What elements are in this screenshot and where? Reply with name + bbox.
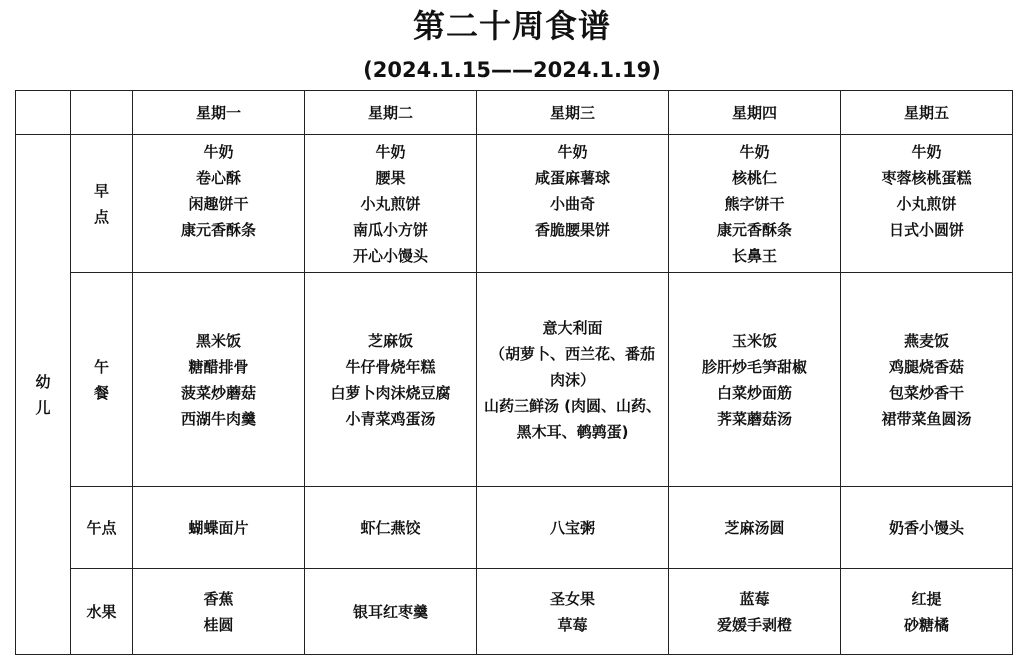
menu-item: 牛奶 [911, 143, 942, 161]
menu-item: （胡萝卜、西兰花、番茄 [489, 344, 655, 363]
menu-cell [841, 273, 1013, 487]
corner-cell [16, 91, 71, 135]
menu-item: 桂圆 [203, 615, 234, 634]
menu-cell [841, 569, 1013, 655]
menu-item: 黑米饭 [195, 331, 241, 350]
menu-item: 裙带菜鱼圆汤 [881, 409, 972, 428]
menu-item: 日式小圆饼 [888, 221, 964, 239]
header-row [16, 91, 1013, 135]
menu-item: 小丸煎饼 [896, 195, 957, 213]
menu-item: 腰果 [375, 169, 406, 187]
menu-cell [669, 135, 841, 273]
menu-cell [477, 487, 669, 569]
menu-item: 蓝莓 [739, 589, 770, 608]
menu-item: 闲趣饼干 [188, 195, 249, 213]
menu-item: 山药三鲜汤 (肉圆、山药、 [483, 396, 662, 415]
menu-item: 西湖牛肉羹 [180, 409, 256, 428]
menu-item: 糖醋排骨 [188, 357, 249, 376]
menu-item: 开心小馒头 [352, 247, 428, 265]
menu-item: 银耳红枣羹 [352, 602, 428, 621]
menu-item: 燕麦饭 [903, 331, 949, 350]
menu-item: 虾仁燕饺 [360, 518, 421, 537]
menu-item: 咸蛋麻薯球 [534, 169, 610, 187]
day-header-wed: 星期三 [477, 91, 669, 135]
menu-item: 白萝卜肉沫烧豆腐 [330, 383, 451, 402]
menu-item: 南瓜小方饼 [352, 221, 428, 239]
menu-item: 核桃仁 [731, 169, 777, 187]
menu-cell [669, 487, 841, 569]
menu-item: 玉米饭 [731, 331, 777, 350]
menu-cell [133, 487, 305, 569]
menu-item: 包菜炒香干 [888, 383, 964, 402]
menu-item: 红提 [911, 589, 942, 608]
meal-label-lunch [71, 273, 133, 487]
menu-cell [841, 487, 1013, 569]
menu-cell [133, 569, 305, 655]
menu-cell [841, 135, 1013, 273]
menu-item: 牛仔骨烧年糕 [345, 357, 436, 376]
meal-row-breakfast [16, 135, 1013, 273]
menu-item: 香蕉 [203, 589, 234, 608]
menu-item: 香脆腰果饼 [534, 221, 610, 239]
day-header-mon: 星期一 [133, 91, 305, 135]
group-label-char: 儿 [35, 398, 51, 417]
group-label-char: 幼 [35, 372, 51, 391]
menu-cell [133, 273, 305, 487]
menu-item: 意大利面 [542, 318, 603, 337]
menu-cell [477, 135, 669, 273]
menu-cell [305, 487, 477, 569]
menu-item: 康元香酥条 [180, 221, 256, 239]
menu-cell [305, 569, 477, 655]
meal-label-char: 餐 [93, 383, 109, 402]
menu-item: 牛奶 [739, 143, 770, 161]
menu-item: 长鼻王 [731, 247, 777, 265]
menu-item: 卷心酥 [195, 169, 241, 187]
meal-label-fruit: 水果 [71, 569, 133, 655]
menu-item: 芝麻饭 [367, 331, 413, 350]
menu-item: 芝麻汤圆 [724, 518, 785, 537]
menu-cell [669, 569, 841, 655]
menu-item: 八宝粥 [549, 518, 595, 537]
menu-item: 胗肝炒毛笋甜椒 [701, 357, 807, 376]
menu-cell [133, 135, 305, 273]
meal-row-afternoon-snack [16, 487, 1013, 569]
menu-item: 牛奶 [203, 143, 234, 161]
date-range: (2024.1.15——2024.1.19) [363, 58, 661, 82]
menu-cell [477, 273, 669, 487]
menu-item: 砂糖橘 [903, 615, 949, 634]
menu-item: 小曲奇 [549, 195, 595, 213]
menu-item: 爱媛手剥橙 [716, 615, 792, 634]
menu-cell [305, 135, 477, 273]
menu-item: 小丸煎饼 [360, 195, 421, 213]
menu-cell [669, 273, 841, 487]
menu-item: 草莓 [557, 615, 588, 634]
meal-label-char: 点 [93, 207, 109, 226]
menu-cell [305, 273, 477, 487]
corner-cell [71, 91, 133, 135]
meal-row-fruit [16, 569, 1013, 655]
menu-item: 熊字饼干 [724, 195, 785, 213]
menu-item: 荠菜蘑菇汤 [716, 409, 792, 428]
menu-item: 蝴蝶面片 [188, 518, 249, 537]
menu-item: 圣女果 [549, 589, 595, 608]
meal-label-breakfast [71, 135, 133, 273]
meal-label-char: 午 [93, 357, 109, 376]
menu-cell [477, 569, 669, 655]
menu-item: 小青菜鸡蛋汤 [345, 409, 436, 428]
day-header-thu: 星期四 [669, 91, 841, 135]
menu-item: 康元香酥条 [716, 221, 792, 239]
menu-item: 菠菜炒蘑菇 [180, 383, 256, 402]
menu-item: 肉沫） [549, 370, 595, 389]
meal-label-afternoon-snack: 午点 [71, 487, 133, 569]
menu-item: 鸡腿烧香菇 [888, 357, 964, 376]
day-header-fri: 星期五 [841, 91, 1013, 135]
day-header-tue: 星期二 [305, 91, 477, 135]
menu-item: 黑木耳、鹌鹑蛋) [516, 422, 629, 441]
group-label [16, 135, 71, 655]
menu-table [15, 90, 1013, 655]
menu-item: 奶香小馒头 [888, 518, 964, 537]
menu-item: 枣蓉核桃蛋糕 [881, 169, 972, 187]
page-title: 第二十周食谱 [412, 7, 611, 45]
menu-item: 白菜炒面筋 [716, 383, 792, 402]
meal-row-lunch [16, 273, 1013, 487]
menu-item: 牛奶 [557, 143, 588, 161]
menu-item: 牛奶 [375, 143, 406, 161]
meal-label-char: 早 [93, 181, 109, 200]
